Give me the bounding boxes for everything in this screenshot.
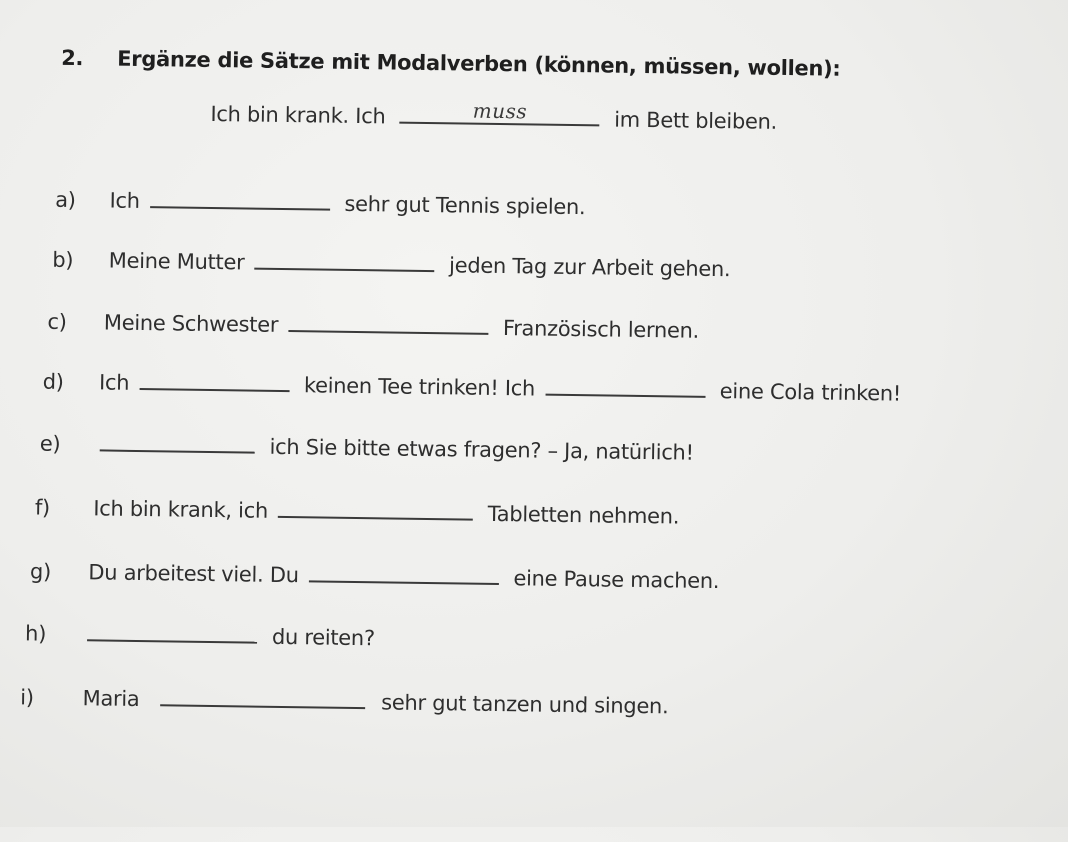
item-text-before: Ich — [109, 188, 140, 213]
item-text-after: eine Cola trinken! — [719, 379, 902, 406]
example-answer: muss — [472, 98, 528, 124]
exercise-heading — [61, 45, 841, 82]
answer-blank[interactable] — [100, 429, 255, 453]
item-letter: d) — [42, 369, 64, 394]
item-text-after: du reiten? — [271, 624, 375, 651]
exercise-item-f — [35, 493, 680, 530]
answer-blank[interactable] — [87, 619, 257, 643]
exercise-item-b — [52, 245, 730, 282]
exercise-item-a — [55, 185, 586, 220]
item-letter: e) — [39, 431, 61, 456]
item-text-before: Maria — [82, 686, 140, 712]
item-text-after: Tabletten nehmen. — [487, 501, 680, 529]
exercise-item-e — [40, 429, 694, 466]
answer-blank[interactable] — [160, 684, 365, 709]
exercise-item-g — [30, 556, 720, 594]
example-text-after: im Bett bleiben. — [614, 107, 778, 134]
item-letter: a) — [55, 187, 76, 213]
item-text-before: Du arbeitest viel. Du — [88, 560, 299, 588]
example-sentence — [210, 99, 777, 135]
item-letter: h) — [24, 621, 47, 646]
item-letter: b) — [52, 247, 74, 273]
example-text-before: Ich bin krank. Ich — [210, 101, 386, 129]
item-text-before: Ich — [98, 370, 130, 395]
item-text-after: ich Sie bitte etwas fragen? – Ja, natürlich! — [269, 434, 694, 465]
answer-blank[interactable] — [255, 248, 435, 273]
exercise-number: 2. — [61, 45, 84, 71]
item-letter: c) — [47, 309, 67, 334]
answer-blank[interactable] — [288, 310, 488, 335]
answer-blank[interactable] — [309, 560, 499, 585]
item-letter: i) — [20, 685, 34, 710]
item-text-after: Französisch lernen. — [502, 316, 700, 343]
exercise-item-c — [47, 307, 699, 344]
answer-blank[interactable] — [278, 496, 473, 521]
exercise-item-d — [42, 367, 901, 407]
item-letter: f) — [34, 495, 51, 520]
example-blank — [400, 98, 600, 127]
item-text-before: Meine Mutter — [108, 248, 245, 275]
item-letter: g) — [29, 559, 52, 584]
item-text-after: sehr gut Tennis spielen. — [344, 191, 586, 220]
item-text-before: Meine Schwester — [103, 310, 279, 337]
exercise-instruction: Ergänze die Sätze mit Modalverben (können, müssen, wollen): — [117, 46, 841, 81]
item-text-after: jeden Tag zur Arbeit gehen. — [448, 253, 731, 282]
item-text-before: Ich bin krank, ich — [93, 496, 269, 523]
answer-blank[interactable] — [140, 368, 290, 392]
item-text-middle: keinen Tee trinken! Ich — [303, 373, 536, 401]
exercise-item-h — [25, 618, 375, 651]
answer-blank[interactable] — [150, 186, 330, 211]
exercise-item-i — [20, 682, 669, 719]
item-text-after: sehr gut tanzen und singen. — [381, 690, 669, 719]
answer-blank-2[interactable] — [545, 374, 705, 398]
item-text-after: eine Pause machen. — [513, 566, 720, 594]
